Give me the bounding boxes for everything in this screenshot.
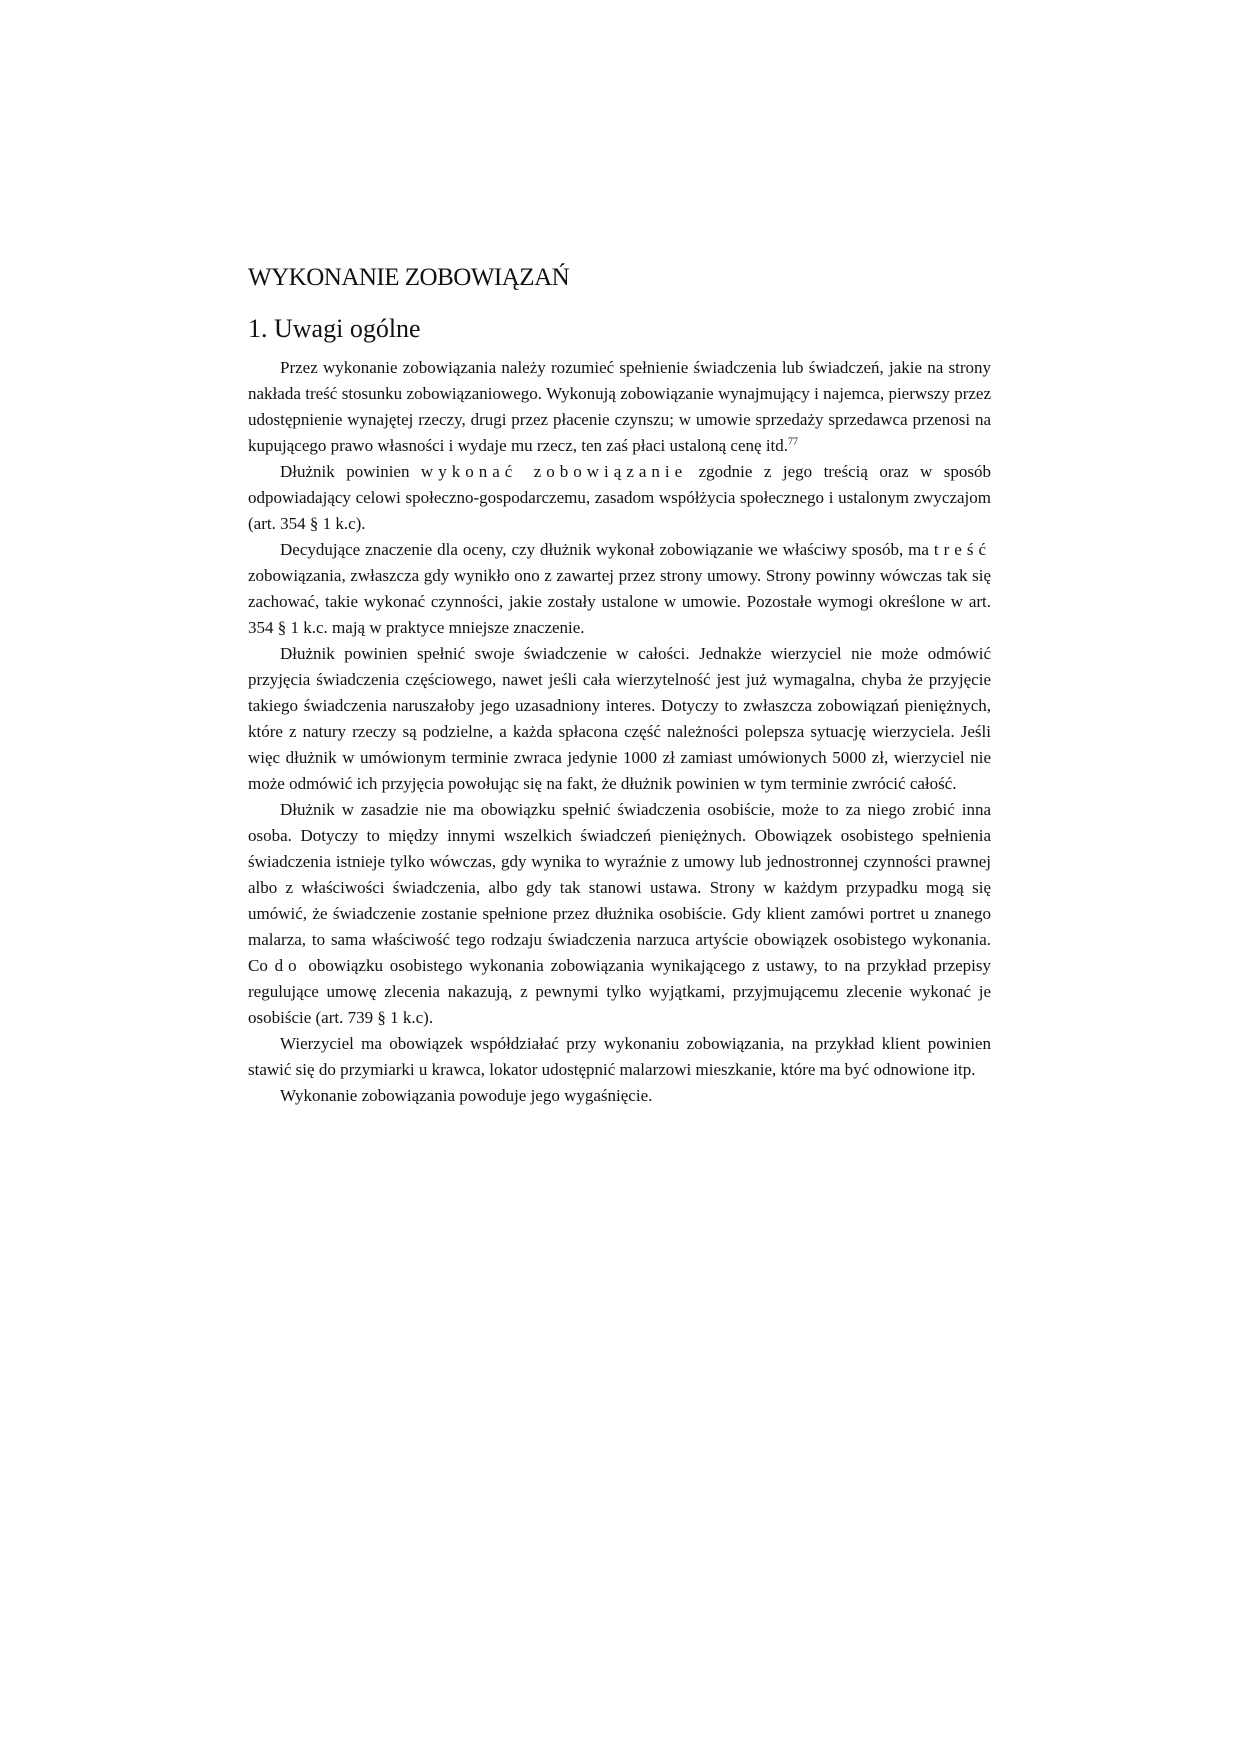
paragraph-6 [248,1031,991,1083]
paragraph-text: Wykonanie zobowiązania powoduje jego wygaśnięcie. [280,1086,653,1105]
footnote-marker[interactable]: 77 [788,436,799,448]
paragraph-text: Dłużnik powinien [280,462,421,481]
emphasized-text: treść [933,540,991,559]
document-title: WYKONANIE ZOBOWIĄZAŃ [248,264,570,291]
paragraph-text: Przez wykonanie zobowiązania należy rozumieć spełnienie świadczenia lub świadczeń, jakie na strony nakłada treść stosunku zobowiązaniowego. Wykonują zobowiązanie wynajmujący i najemca, pierwszy przez udostępnienie wynajętej rzeczy, drugi przez płacenie czynszu; w umowie sprzedaży sprzedawca przenosi na kupującego prawo własności i wydaje mu rzecz, ten zaś płaci ustaloną cenę itd. [248,358,991,455]
paragraph-text: Decydujące znaczenie dla oceny, czy dłużnik wykonał zobowiązanie we właściwy sposób, ma [280,540,934,559]
document-page [248,263,991,1109]
paragraph-2 [248,459,991,537]
paragraph-text: zgodnie z jego treścią oraz w sposób odpowiadający celowi społeczno-gospodarczemu, zasadom współżycia społecznego i ustalonym zwyczajom (art. 354 § 1 k.c). [248,462,991,533]
paragraph-text: zobowiązania, zwłaszcza gdy wynikło ono z zawartej przez strony umowy. Strony powinny wówczas tak się zachować, takie wykonać czynności, jakie zostały ustalone w umowie. Pozostałe wymogi określone w art. 354 § 1 k.c. mają w praktyce mniejsze znaczenie. [248,566,991,637]
paragraph-4 [248,641,991,797]
paragraph-1 [248,355,991,459]
emphasized-text: wykonać zobowiązanie [420,462,688,481]
paragraph-3 [248,537,991,641]
emphasized-text: do [274,956,302,975]
paragraph-7 [248,1083,991,1109]
paragraph-text: Wierzyciel ma obowiązek współdziałać przy wykonaniu zobowiązania, na przykład klient powinien stawić się do przymiarki u krawca, lokator udostępnić malarzowi mieszkanie, które ma być odnowione itp. [248,1034,991,1079]
paragraph-text: Dłużnik w zasadzie nie ma obowiązku spełnić świadczenia osobiście, może to za niego zrobić inna osoba. Dotyczy to między innymi wszelkich świadczeń pieniężnych. Obowiązek osobistego spełnienia świadczenia istnieje tylko wówczas, gdy wynika to wyraźnie z umowy lub jednostronnej czynności prawnej albo z właściwości świadczenia, albo gdy tak stanowi ustawa. Strony w każdym przypadku mogą się umówić, że świadczenie zostanie spełnione przez dłużnika osobiście. Gdy klient zamówi portret u znanego malarza, to sama właściwość tego rodzaju świadczenia narzuca artyście obowiązek osobistego wykonania. Co [248,800,991,975]
paragraph-text: Dłużnik powinien spełnić swoje świadczenie w całości. Jednakże wierzyciel nie może odmówić przyjęcia świadczenia częściowego, nawet jeśli cała wierzytelność jest już wymagalna, chyba że przyjęcie takiego świadczenia naruszałoby jego uzasadniony interes. Dotyczy to zwłaszcza zobowiązań pieniężnych, które z natury rzeczy są podzielne, a każda spłacona część należności polepsza sytuację wierzyciela. Jeśli więc dłużnik w umówionym terminie zwraca jedynie 1000 zł zamiast umówionych 5000 zł, wierzyciel nie może odmówić ich przyjęcia powołując się na fakt, że dłużnik powinien w tym terminie zwrócić całość. [248,644,991,793]
paragraph-text: obowiązku osobistego wykonania zobowiązania wynikającego z ustawy, to na przykład przepisy regulujące umowę zlecenia nakazują, z pewnymi tylko wyjątkami, przyjmującemu zlecenie wykonać je osobiście (art. 739 § 1 k.c). [248,956,991,1027]
section-title: 1. Uwagi ogólne [248,314,421,343]
paragraph-5 [248,797,991,1031]
